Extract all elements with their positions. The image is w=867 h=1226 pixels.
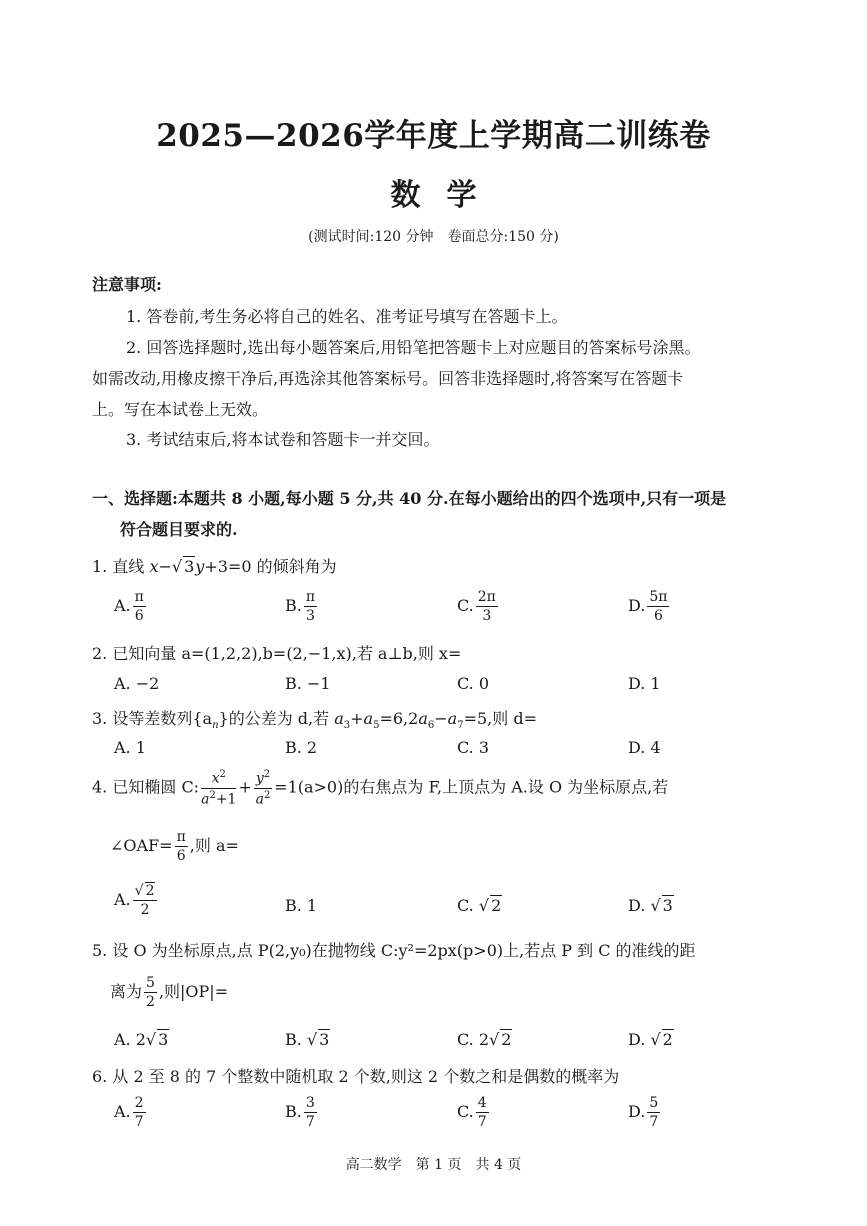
question-5-stem: 5. 设 O 为坐标原点,点 P(2,y₀)在抛物线 C:y²=2px(p>0)上,若点 P 到 C 的准线的距 (92, 941, 696, 960)
question-2-option-c: C. 0 (457, 674, 490, 693)
question-6-option-a: A. $\frac{2}{7}$ (114, 1095, 144, 1130)
question-4-option-a: A. $\frac{√ 2}{2}$ (114, 884, 159, 917)
exam-title: 2025—2026学年度上学期高二训练卷 (156, 118, 711, 154)
exam-meta: (测试时间:120 分钟 卷面总分:150 分) (308, 229, 559, 245)
question-4-option-d: D. √ 3 (628, 896, 673, 915)
question-1-option-c: C. $\frac{2\pi}{3}$ (457, 589, 496, 624)
section-1-heading: 一、选择题:本题共 8 小题,每小题 5 分,共 40 分.在每小题给出的四个选项中,只有一项是 (92, 489, 727, 508)
question-5-option-b: B. √ 3 (285, 1030, 330, 1049)
question-3-option-a: A. 1 (114, 738, 146, 757)
question-1-option-d: D. $\frac{5\pi}{6}$ (628, 589, 668, 624)
question-6-stem: 6. 从 2 至 8 的 7 个整数中随机取 2 个数,则这 2 个数之和是偶数的概率为 (92, 1067, 620, 1086)
question-2-option-a: A. −2 (114, 674, 160, 693)
question-6-option-d: D. $\frac{5}{7}$ (628, 1095, 659, 1130)
question-1-option-b: B. $\frac{\pi}{3}$ (285, 589, 316, 624)
page-footer: 高二数学 第 1 页 共 4 页 (345, 1157, 522, 1173)
question-3-option-c: C. 3 (457, 738, 490, 757)
question-5-option-a: A. 2√ 3 (114, 1030, 169, 1049)
question-6-option-c: C. $\frac{4}{7}$ (457, 1095, 487, 1130)
question-6-option-b: B. $\frac{3}{7}$ (285, 1095, 315, 1130)
question-1-option-a: A. $\frac{\pi}{6}$ (114, 589, 144, 624)
question-5-option-c: C. 2√ 2 (457, 1030, 512, 1049)
question-4-option-c: C. √ 2 (457, 896, 502, 915)
note-2-line-1: 2. 回答选择题时,选出每小题答案后,用铅笔把答题卡上对应题目的答案标号涂黑。 (126, 338, 701, 357)
question-4-stem-cont: ∠OAF= $\frac{\pi}{6}$ ,则 a= (110, 829, 239, 864)
note-1: 1. 答卷前,考生务必将自己的姓名、准考证号填写在答题卡上。 (126, 307, 568, 326)
notes-heading: 注意事项: (92, 275, 162, 294)
note-2-line-3: 上。写在本试卷上无效。 (92, 400, 269, 419)
question-4-stem: 4. 已知椭圆 C: $\frac{x^2}{a^2+1}$ + $\frac{y^2}{a^2}$ =1(a>0)的右焦点为 F,上顶点为 A.设 O 为坐标原点,若 (92, 769, 669, 808)
note-2-line-2: 如需改动,用橡皮擦干净后,再选涂其他答案标号。回答非选择题时,将答案写在答题卡 (92, 369, 684, 388)
question-2-option-d: D. 1 (628, 674, 661, 693)
question-3-stem: 3. 设等差数列$\{a_n\}$的公差为 d,若 $a_3+a_5=6,2a_6-a_7=5$,则 d= (92, 709, 537, 732)
note-3: 3. 考试结束后,将本试卷和答题卡一并交回。 (126, 430, 440, 449)
subject-title: 数学 (390, 178, 503, 213)
question-5-option-d: D. √ 2 (628, 1030, 673, 1049)
question-3-option-b: B. 2 (285, 738, 318, 757)
question-4-option-b: B. 1 (285, 896, 318, 915)
section-1-heading-cont: 符合题目要求的. (120, 520, 238, 539)
question-3-option-d: D. 4 (628, 738, 661, 757)
question-2-stem: 2. 已知向量 a=(1,2,2),b=(2,−1,x),若 a⊥b,则 x= (92, 644, 462, 663)
question-1-stem: 1. 直线 x−√ 3y+3=0 的倾斜角为 (92, 557, 337, 576)
question-2-option-b: B. −1 (285, 674, 331, 693)
question-5-stem-cont: 离为 $\frac{5}{2}$ ,则|OP|= (110, 975, 229, 1010)
